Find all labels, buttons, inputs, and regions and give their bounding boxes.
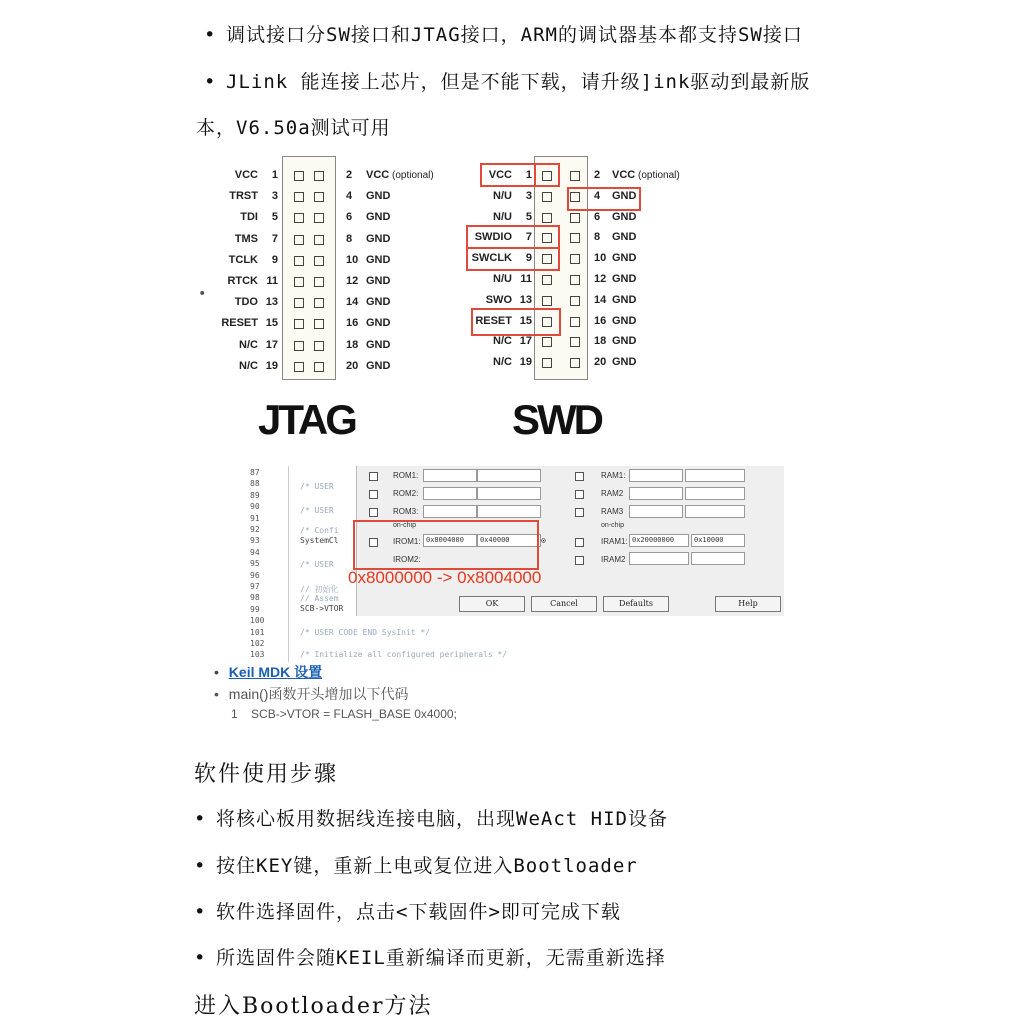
pin-number: 1 <box>525 169 532 181</box>
pin-square <box>314 277 324 287</box>
iram1-start-field[interactable]: 0x20000000 <box>629 534 689 547</box>
swd-title: SWD <box>512 396 601 443</box>
bullet-jlink <box>204 67 810 94</box>
pin-square <box>570 337 580 347</box>
ok-button[interactable]: OK <box>459 596 525 612</box>
rom-on-chip-label: on-chip <box>393 522 416 529</box>
pin-number: 15 <box>519 314 532 327</box>
iram1-size-field[interactable]: 0x10000 <box>691 534 745 547</box>
step-item <box>194 897 621 924</box>
pin-square <box>294 362 304 372</box>
bullet-dot: • <box>194 808 207 830</box>
help-button[interactable]: Help <box>715 596 781 612</box>
pin-label: GND <box>612 293 637 306</box>
step-text: 将核心板用数据线连接电脑，出现WeAct HID设备 <box>216 808 668 830</box>
pin-label: N/C <box>493 356 512 369</box>
line-number: 102 <box>250 639 265 648</box>
line-number: 92 <box>250 525 260 534</box>
ram3-start-field[interactable] <box>629 505 683 518</box>
code-line-text: SCB->VTOR = FLASH_BASE 0x4000; <box>251 707 457 721</box>
pin-square <box>542 296 552 306</box>
code-line: // Assem <box>300 594 339 603</box>
pin-label: GND <box>612 273 637 285</box>
line-number: 100 <box>250 616 265 626</box>
pin-square <box>542 213 552 223</box>
pin-label: GND <box>612 231 637 244</box>
pin-number: 11 <box>520 273 532 285</box>
pin-note: (optional) <box>389 170 434 181</box>
pin-label: GND <box>366 317 391 330</box>
ram1-label: RAM1: <box>601 471 626 480</box>
pin-note: (optional) <box>635 170 680 181</box>
pin-square <box>314 319 324 329</box>
pin-label: SWDIO <box>474 231 512 244</box>
pin-number: 7 <box>271 232 278 245</box>
iram2-label: IRAM2 <box>601 555 626 564</box>
pin-label: GND <box>366 253 391 266</box>
pin-number: 4 <box>346 190 353 203</box>
pin-number: 14 <box>594 293 607 306</box>
keil-screenshot <box>232 466 784 662</box>
bullet-text: 调试接口分SW接口和JTAG接口，ARM的调试器基本都支持SW接口 <box>226 24 803 46</box>
irom2-label: IROM2: <box>393 555 421 564</box>
pin-number: 2 <box>346 169 353 181</box>
pin-label: GND <box>366 232 391 245</box>
bullet-dot: • <box>214 686 219 702</box>
pin-number: 3 <box>525 189 532 202</box>
pin-label: SWCLK <box>471 252 512 265</box>
pin-square <box>314 362 324 372</box>
pin-square <box>570 317 580 327</box>
pin-square <box>570 233 580 243</box>
pin-label: TMS <box>234 232 258 245</box>
rom3-label: ROM3: <box>393 507 419 516</box>
rom1-label: ROM1: <box>393 471 419 480</box>
pin-number: 6 <box>594 210 601 223</box>
pin-number: 8 <box>346 232 353 245</box>
pin-label: GND <box>366 338 391 351</box>
line-number: 96 <box>250 570 260 580</box>
highlight-swdio <box>466 225 560 249</box>
pin-label: RESET <box>221 317 258 330</box>
ram1-start-field[interactable] <box>629 469 683 482</box>
code-snippet <box>231 707 457 721</box>
pin-label: GND <box>366 211 391 224</box>
pin-square <box>570 213 580 223</box>
keil-link-item <box>214 662 322 682</box>
iram2-start-field[interactable] <box>629 552 689 565</box>
pin-square <box>570 254 580 264</box>
pin-number: 5 <box>525 210 532 223</box>
pin-number: 9 <box>525 252 532 265</box>
pin-label: SWO <box>485 293 512 306</box>
code-line: /* Confi <box>300 526 339 535</box>
pin-label: GND <box>366 296 391 309</box>
pin-label: N/C <box>239 338 258 351</box>
line-number: 95 <box>250 559 260 569</box>
iram1-checkbox[interactable] <box>575 538 584 547</box>
jtag-connector-body <box>282 156 336 380</box>
pin-label: GND <box>366 190 391 203</box>
pin-square <box>570 171 580 181</box>
ram2-label: RAM2 <box>601 489 624 498</box>
line-number: 94 <box>250 547 260 557</box>
pin-number: 10 <box>594 252 607 265</box>
section-heading-bootloader: 进入Bootloader方法 <box>194 994 433 1019</box>
pin-square <box>294 277 304 287</box>
jtag-title: JTAG <box>258 396 355 443</box>
pin-number: 12 <box>346 275 359 287</box>
ram3-label: RAM3 <box>601 507 624 516</box>
pin-label: GND <box>612 335 637 348</box>
rom2-label: ROM2: <box>393 489 419 498</box>
highlight-gnd <box>567 187 641 211</box>
pin-square <box>294 298 304 308</box>
pin-square <box>294 213 304 223</box>
pin-square <box>542 337 552 347</box>
step-item <box>194 851 638 878</box>
pin-label: N/U <box>493 210 512 223</box>
line-number: 90 <box>250 502 260 512</box>
section-heading-software: 软件使用步骤 <box>194 762 339 787</box>
bullet-dot: • <box>194 855 207 877</box>
pin-number: 6 <box>346 211 353 224</box>
pin-number: 2 <box>594 169 601 181</box>
pin-number: 5 <box>271 211 278 224</box>
pin-label: TRST <box>229 190 258 203</box>
iram1-label: IRAM1: <box>601 537 628 546</box>
iram2-size-field[interactable] <box>691 552 745 565</box>
code-line: /* USER <box>300 482 334 491</box>
ram2-start-field[interactable] <box>629 487 683 500</box>
pin-square <box>314 298 324 308</box>
irom1-startup-radio[interactable]: ⊙ <box>541 536 546 545</box>
ram2-size-field[interactable] <box>685 487 745 500</box>
pin-number: 11 <box>266 275 278 287</box>
pin-label: N/C <box>493 335 512 348</box>
pin-label: RESET <box>475 314 512 327</box>
code-line-number: 1 <box>231 707 238 721</box>
pin-label: TDO <box>234 296 258 309</box>
pin-square <box>570 275 580 285</box>
pin-number: 15 <box>265 317 278 330</box>
pin-label: VCC <box>234 169 258 181</box>
bullet-dot: • <box>194 947 207 969</box>
ram1-size-field[interactable] <box>685 469 745 482</box>
pin-number: 13 <box>265 296 278 309</box>
step-text: 软件选择固件，点击<下载固件>即可完成下载 <box>216 901 621 923</box>
line-number: 89 <box>250 490 260 500</box>
target-options-dialog <box>356 466 784 616</box>
pin-number: 7 <box>525 231 532 244</box>
pin-number: 19 <box>519 356 532 369</box>
rom1-size-field[interactable] <box>477 469 541 482</box>
pin-label: GND <box>366 275 391 287</box>
pin-number: 17 <box>519 335 532 348</box>
code-line: /* USER <box>300 560 334 569</box>
pin-square <box>570 296 580 306</box>
pin-label: RTCK <box>227 275 258 287</box>
pin-number: 18 <box>594 335 607 348</box>
pin-label: GND <box>366 359 391 372</box>
pin-square <box>542 358 552 368</box>
line-number: 91 <box>250 513 260 523</box>
rom1-checkbox[interactable] <box>369 472 378 481</box>
highlight-irom1 <box>353 520 539 570</box>
pin-square <box>314 256 324 266</box>
pin-square <box>570 358 580 368</box>
bullet-debug-interface <box>204 20 803 47</box>
pin-square <box>294 256 304 266</box>
code-line: // 初始化 <box>300 585 339 594</box>
pin-number: 8 <box>594 231 601 244</box>
code-line: /* USER <box>300 506 334 515</box>
pin-number: 14 <box>346 296 359 309</box>
keil-mdk-link[interactable]: Keil MDK 设置 <box>228 664 323 680</box>
diagram-bullet: • <box>198 286 207 302</box>
rom3-size-field[interactable] <box>477 505 541 518</box>
pin-square <box>542 192 552 202</box>
bullet-jlink-continuation: 本，V6.50a测试可用 <box>196 117 391 139</box>
highlight-reset <box>471 308 561 336</box>
pin-square <box>294 171 304 181</box>
bullet-dot: • <box>204 24 217 46</box>
irom1-size-field[interactable]: 0x40000 <box>477 534 541 547</box>
line-number: 98 <box>250 593 260 603</box>
step-text: 按住KEY键，重新上电或复位进入Bootloader <box>216 855 638 877</box>
step-text: 所选固件会随KEIL重新编译而更新，无需重新选择 <box>216 947 666 969</box>
pin-number: 17 <box>265 338 278 351</box>
code-line: SCB->VTOR <box>300 604 344 613</box>
pin-label: GND <box>612 189 637 202</box>
irom1-label: IROM1: <box>393 537 421 546</box>
pin-number: 3 <box>271 190 278 203</box>
bullet-dot: • <box>214 664 219 680</box>
line-number: 93 <box>250 536 260 546</box>
main-note-item <box>214 684 408 704</box>
rom2-size-field[interactable] <box>477 487 541 500</box>
pin-label: TCLK <box>228 253 258 266</box>
line-number: 101 <box>250 627 265 637</box>
pin-number: 12 <box>594 273 607 285</box>
code-line: /* Initialize all configured peripherals */ <box>300 650 508 659</box>
rom1-start-field[interactable] <box>423 469 477 482</box>
pin-label: GND <box>612 314 637 327</box>
pin-label: VCC (optional) <box>612 169 680 181</box>
pin-number: 20 <box>346 359 359 372</box>
rom2-start-field[interactable] <box>423 487 477 500</box>
bullet-text: JLink 能连接上芯片，但是不能下载，请升级]ink驱动到最新版 <box>226 71 811 93</box>
pin-square <box>294 192 304 202</box>
pin-label: GND <box>612 356 637 369</box>
pin-label: VCC <box>488 169 512 181</box>
pin-label: TDI <box>240 211 258 224</box>
pin-square <box>294 319 304 329</box>
pin-square <box>314 341 324 351</box>
defaults-button[interactable]: Defaults <box>603 596 669 612</box>
ram-on-chip-label: on-chip <box>601 522 624 529</box>
line-number: 88 <box>250 479 260 489</box>
pin-label: N/C <box>239 359 258 372</box>
cancel-button[interactable]: Cancel <box>531 596 597 612</box>
pin-number: 19 <box>265 359 278 372</box>
pin-number: 9 <box>271 253 278 266</box>
pin-number: 20 <box>594 356 607 369</box>
pin-number: 16 <box>346 317 359 330</box>
pin-label: N/U <box>493 273 512 285</box>
pin-square <box>294 235 304 245</box>
bullet-dot: • <box>194 901 207 923</box>
pin-number: 4 <box>594 189 601 202</box>
flash-offset-annotation: 0x8000000 -> 0x8004000 <box>348 568 542 587</box>
ram3-size-field[interactable] <box>685 505 745 518</box>
step-item <box>194 804 668 831</box>
pin-label: N/U <box>493 189 512 202</box>
code-line: SystemCl <box>300 536 339 545</box>
pin-label: VCC (optional) <box>366 169 434 181</box>
rom3-checkbox[interactable] <box>369 508 378 517</box>
iram2-checkbox[interactable] <box>575 556 584 565</box>
pin-number: 18 <box>346 338 359 351</box>
irom1-start-field[interactable]: 0x8004000 <box>423 534 477 547</box>
bullet-dot: • <box>204 71 217 93</box>
line-number: 103 <box>250 650 265 660</box>
highlight-vcc <box>480 163 536 187</box>
ram3-checkbox[interactable] <box>575 508 584 517</box>
code-line: /* USER CODE END SysInit */ <box>300 628 431 637</box>
rom2-checkbox[interactable] <box>369 490 378 499</box>
pin-number: 1 <box>271 169 278 181</box>
pin-square <box>314 171 324 181</box>
main-note-text: main()函数开头增加以下代码 <box>228 686 409 702</box>
pin-label: GND <box>612 210 637 223</box>
line-number: 99 <box>250 604 260 614</box>
rom3-start-field[interactable] <box>423 505 477 518</box>
ram2-checkbox[interactable] <box>575 490 584 499</box>
pin-number: 10 <box>346 253 359 266</box>
line-number: 97 <box>250 582 260 591</box>
pin-number: 13 <box>519 293 532 306</box>
pin-square <box>542 275 552 285</box>
pin-square <box>294 341 304 351</box>
highlight-vcc-pin <box>534 163 560 187</box>
line-number: 87 <box>250 468 260 477</box>
highlight-swclk <box>466 247 560 271</box>
ram1-checkbox[interactable] <box>575 472 584 481</box>
pin-number: 16 <box>594 314 607 327</box>
step-item <box>194 943 666 970</box>
pin-label: GND <box>612 252 637 265</box>
pin-square <box>314 213 324 223</box>
pin-square <box>314 192 324 202</box>
pin-square <box>314 235 324 245</box>
